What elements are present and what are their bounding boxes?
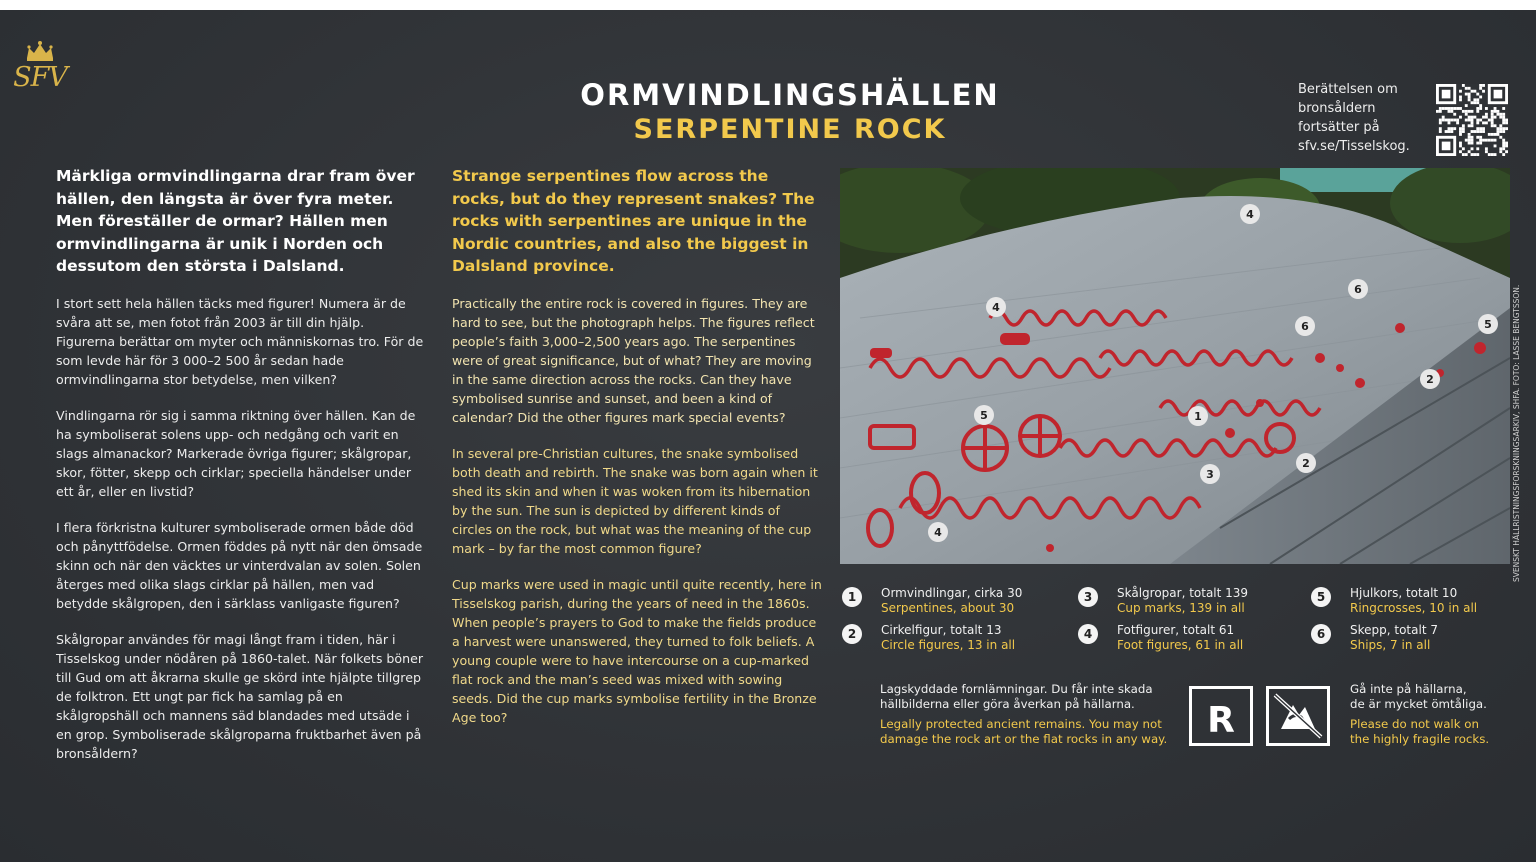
english-paragraph: In several pre-Christian cultures, the snake symbolised both death and rebirth. The snake was born again when it shed its skin and when it was woken from its hibernation by the sun. The sun is depicted by different kinds of circles on the rock, but what was the meaning of the cup mark – by far the most common figure? [452, 445, 818, 556]
legend-number: 1 [842, 587, 862, 607]
swedish-lead: Märkliga ormvindlingarna drar fram över hällen, den längsta är över fyra meter. Men föreställer de ormar? Hällen men ormvindlingarna är unik i Norden och dessutom den största i Dalsland. [56, 167, 415, 275]
sfv-monogram: SFV [13, 62, 67, 93]
swedish-column [56, 165, 426, 780]
qr-caption-line: fortsätter på [1298, 120, 1380, 135]
photo-marker [986, 297, 1006, 317]
english-column [452, 165, 822, 744]
sfv-logo [8, 40, 72, 104]
photo-marker-label: 6 [1354, 283, 1362, 296]
legend-number: 2 [842, 624, 862, 644]
rock-carving-photo [840, 168, 1510, 564]
legend-swedish: Fotfigurer, totalt 61 [1117, 623, 1235, 637]
photo-marker [974, 405, 994, 425]
photo-marker-label: 2 [1426, 373, 1434, 386]
photo-marker [1295, 316, 1315, 336]
legend-swedish: Hjulkors, totalt 10 [1350, 586, 1458, 600]
title-english: SERPENTINE ROCK [633, 114, 947, 145]
no-walking-badge [1266, 686, 1330, 746]
qr-caption-line: bronsåldern [1298, 101, 1376, 116]
photo-marker-label: 4 [1246, 208, 1254, 221]
swedish-paragraph: Vindlingarna rör sig i samma riktning över hällen. Kan de ha symboliserat solens upp- och nedgång och varit en slags almanackor? Markerade övriga figurer; skålgropar, skor, fötter, skepp och cirklar; speciella händelser under ett år, eller en livstid? [56, 407, 416, 499]
legend-item [842, 622, 1062, 656]
photo-marker [1240, 204, 1260, 224]
english-paragraph: Practically the entire rock is covered in figures. They are hard to see, but the photograph helps. The figures reflect people’s faith 3,000–2,500 years ago. The serpentines were of great significance, but of what? They are moving in the same direction across the rocks. Can they have symbolised sunrise and sunset, and been a kind of calendar? Did the other figures mark special events? [452, 295, 815, 425]
rock-photo-illustration [840, 168, 1510, 564]
photo-marker [928, 522, 948, 542]
legend-english: Ringcrosses, 10 in all [1350, 601, 1478, 615]
information-sign [0, 10, 1536, 862]
protected-symbol: R [1207, 700, 1235, 741]
no-walking-text-swedish: de är mycket ömtåliga. [1350, 697, 1487, 711]
legend-item [842, 585, 1062, 619]
english-lead: Strange serpentines flow across the rocks, but do they represent snakes? The rocks with serpentines are unique in the Nordic countries, and also the biggest in Dalsland province. [452, 167, 815, 275]
photo-marker-label: 1 [1194, 410, 1202, 423]
photo-marker-label: 3 [1206, 468, 1214, 481]
protected-r-icon [1192, 689, 1250, 743]
legend-swedish: Skålgropar, totalt 139 [1117, 586, 1249, 600]
protection-notice-swedish: Lagskyddade fornlämningar. Du får inte skada [880, 682, 1153, 696]
english-paragraph: Cup marks were used in magic until quite recently, here in Tisselskog parish, during the years of need in the 1860s. When people’s prayers to God to make the fields produce a harvest were unanswered, they turned to folk beliefs. A young couple were to have intercourse on a cup-marked flat rock and the man’s seed was mixed with sowing seeds. Did the cup marks symbolise fertility in the Bronze Age too? [452, 576, 822, 725]
photo-marker [1478, 314, 1498, 334]
legend-english: Foot figures, 61 in all [1117, 638, 1244, 652]
protected-monument-badge [1189, 686, 1253, 746]
swedish-paragraph: I stort sett hela hällen täcks med figurer! Numera är de svåra att se, men fotot från 2003 är till din hjälp. Figurerna berättar om myter och människornas tro. För de som levde här för 3 000–2 500 år sedan hade ormvindlingarna stor betydelse, men vilken? [56, 295, 424, 387]
photo-marker-label: 4 [992, 301, 1000, 314]
photo-marker-label: 6 [1301, 320, 1309, 333]
photo-marker [1296, 453, 1316, 473]
legend-swedish: Cirkelfigur, totalt 13 [881, 623, 1002, 637]
photo-marker-label: 4 [934, 526, 942, 539]
photo-marker-label: 5 [980, 409, 988, 422]
photo-marker [1348, 279, 1368, 299]
legend-english: Circle figures, 13 in all [881, 638, 1016, 652]
qr-caption-line: Berättelsen om [1298, 82, 1398, 97]
protection-notice-swedish: hällbilderna eller göra åverkan på hällarna. [880, 697, 1135, 711]
legend-english: Cup marks, 139 in all [1117, 601, 1245, 615]
legend-english: Serpentines, about 30 [881, 601, 1015, 615]
legend-number: 3 [1078, 587, 1098, 607]
no-walking-text-swedish: Gå inte på hällarna, [1350, 682, 1467, 696]
swedish-paragraph: I flera förkristna kulturer symboliserade ormen både död och pånyttfödelse. Ormen föddes på nytt när den ömsade skinn och när den väcktes ur vinterdvalan av solen. Solen återges med olika slags cirklar på hällen, men vad betydde skålgropen, den i särklass vanligaste figuren? [56, 519, 423, 611]
legend-swedish: Skepp, totalt 7 [1350, 623, 1438, 637]
photo-marker [1200, 464, 1220, 484]
protection-notice-english: damage the rock art or the flat rocks in any way. [880, 732, 1168, 746]
swedish-paragraph: Skålgropar användes för magi långt fram i tiden, här i Tisselskog under nödåren på 1860-talet. När folkets böner till Gud om att åkrarna skulle ge skörd inte hjälpte tillgrep de folktron. Ett ungt par fick ha samlag på en skålgropshäll och mannens säd blandades med utsäde i en grop. Symboliserade skålgroparna fruktbarhet även på bronsåldern? [56, 631, 424, 761]
legend-number: 5 [1311, 587, 1331, 607]
title-swedish: ORMVINDLINGSHÄLLEN [580, 78, 1000, 112]
crown-icon [24, 40, 56, 62]
photo-marker-label: 5 [1484, 318, 1492, 331]
legend-item [1078, 585, 1298, 619]
no-walking-text-english: the highly fragile rocks. [1350, 732, 1490, 746]
no-walking-text-english: Please do not walk on [1350, 717, 1479, 731]
qr-caption-link[interactable]: sfv.se/Tisselskog. [1298, 139, 1410, 154]
legend-english: Ships, 7 in all [1350, 638, 1431, 652]
qr-caption [1298, 80, 1428, 156]
photo-marker-label: 2 [1302, 457, 1310, 470]
legend-number: 6 [1311, 624, 1331, 644]
legend-item [1078, 622, 1298, 656]
qr-code-icon[interactable] [1436, 84, 1508, 156]
protection-notice-english: Legally protected ancient remains. You may not [880, 717, 1162, 731]
photo-marker [1420, 369, 1440, 389]
legend-swedish: Ormvindlingar, cirka 30 [881, 586, 1023, 600]
legend-number: 4 [1078, 624, 1098, 644]
photo-marker [1188, 406, 1208, 426]
no-walking-icon [1269, 689, 1327, 743]
legend-item [1311, 585, 1531, 619]
legend-item [1311, 622, 1531, 656]
photo-credit: SVENSKT HÄLLRISTNINGSFORSKNINGSARKIV, SHFA. FOTO: LASSE BENGTSSON. [1512, 284, 1521, 582]
